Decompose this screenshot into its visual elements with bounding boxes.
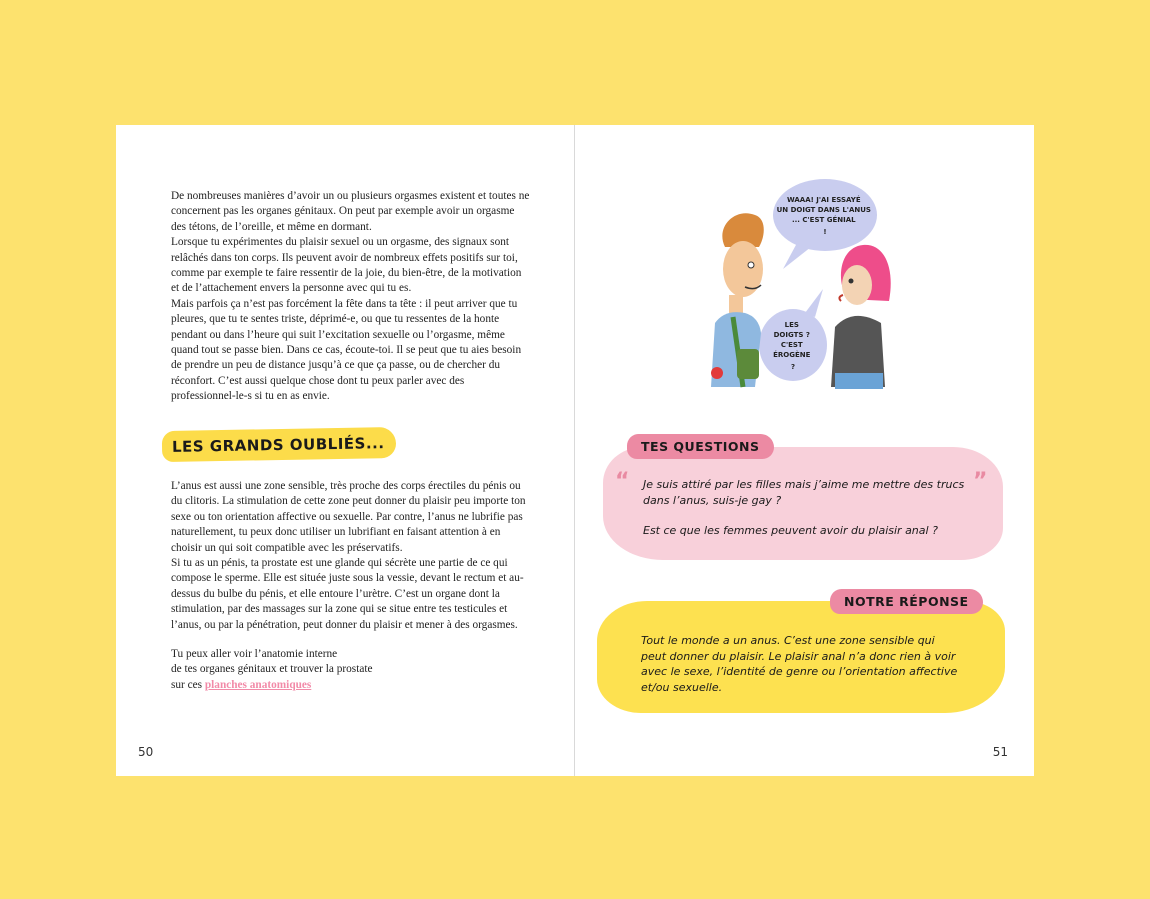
paragraph: Mais parfois ça n’est pas forcément la fête dans ta tête : il peut arriver que tu pleures, que tu te sentes triste, déprimé-e, ou que tu ressentes de la honte pendant ou dans l’heure qui suit l’excitation sexuelle ou l’orgasme, même quand tout se passe bien. Dans ce cas, écoute-toi. Il se peut que tu aies besoin de prendre un peu de distance jusqu’à ce que ça passe, ou de chercher du réconfort. C’est aussi quelque chose dont tu peux parler avec des professionnel-le-s si tu en as envie. — [171, 297, 522, 403]
link-prefix: sur ces — [171, 678, 203, 691]
question-2: Est ce que les femmes peuvent avoir du plaisir anal ? — [643, 524, 938, 537]
anus-text — [171, 479, 531, 633]
bubble-boy-text: WAAA! J'AI ESSAYÉ UN DOIGT DANS L'ANUS ... C'EST GÉNIAL ! — [776, 196, 871, 236]
speech-bubble-boy — [773, 179, 877, 251]
paragraph: Lorsque tu expérimentes du plaisir sexuel ou un orgasme, des signaux sont relâchés dans ton corps. Ils peuvent avoir de nombreux effets positifs sur toi, comme par exemple te faire ressentir de la joie, du bien-être, de la motivation et de l’attachement envers la personne avec qui tu es. — [171, 236, 522, 295]
cartoon-illustration — [685, 177, 915, 397]
answer-text: Tout le monde a un anus. C’est une zone sensible qui peut donner du plaisir. Le plaisir anal n’a donc rien à voir avec le sexe, l’identité de genre ou l’orientation affective et/ou sexuelle. — [641, 634, 958, 694]
answer-tag: NOTRE RÉPONSE — [830, 589, 983, 614]
link-line: de tes organes génitaux et trouver la prostate — [171, 663, 373, 676]
section-title: LES GRANDS OUBLIÉS... — [162, 427, 397, 462]
quote-close-mark: ” — [973, 469, 988, 494]
quote-open-mark: “ — [615, 469, 630, 494]
left-page — [116, 125, 574, 776]
right-page — [575, 125, 1034, 776]
anatomy-link[interactable]: planches anatomiques — [204, 678, 312, 691]
paragraph: De nombreuses manières d’avoir un ou plusieurs orgasmes existent et toutes ne concernent pas les organes génitaux. On peut par exemple avoir un orgasme des tétons, de l’oreille, et même en dormant. — [171, 190, 530, 233]
girl-character — [831, 245, 891, 389]
paragraph: Si tu as un pénis, ta prostate est une glande qui sécrète une partie de ce qui compose le sperme. Elle est située juste sous la vessie, devant le rectum et au-dessus du bulbe du pénis, et elle entoure l’urètre. C’est un organe dont la stimulation, par des massages sur la zone qui se situe entre tes testicules et l’anus, ou par la pénétration, peut donner du plaisir et mener à des orgasmes. — [171, 557, 524, 631]
intro-text — [171, 189, 531, 405]
questions-tag: TES QUESTIONS — [627, 434, 774, 459]
question-1: Je suis attiré par les filles mais j’aime me mettre des trucs dans l’anus, suis-je gay ? — [643, 478, 965, 507]
page-number-right: 51 — [992, 745, 1008, 759]
bubble-girl-text: LES DOIGTS ? C'EST ÉROGÈNE ? — [773, 321, 811, 371]
book-spread — [116, 125, 1034, 776]
link-line: Tu peux aller voir l’anatomie interne — [171, 648, 338, 660]
paragraph: L’anus est aussi une zone sensible, très proche des corps érectiles du pénis ou du clitoris. La stimulation de cette zone peut donner du plaisir peu importe ton sexe ou ton orientation affective ou sexuelle. Par contre, l’anus ne lubrifie pas naturellement, tu peux donc utiliser un lubrifiant en faisant attention à en choisir un qui soit compatible avec les préservatifs. — [171, 480, 526, 554]
link-line — [171, 678, 531, 693]
boy-character — [711, 213, 764, 387]
page-number-left: 50 — [138, 745, 154, 759]
anatomy-link-text — [171, 647, 531, 693]
